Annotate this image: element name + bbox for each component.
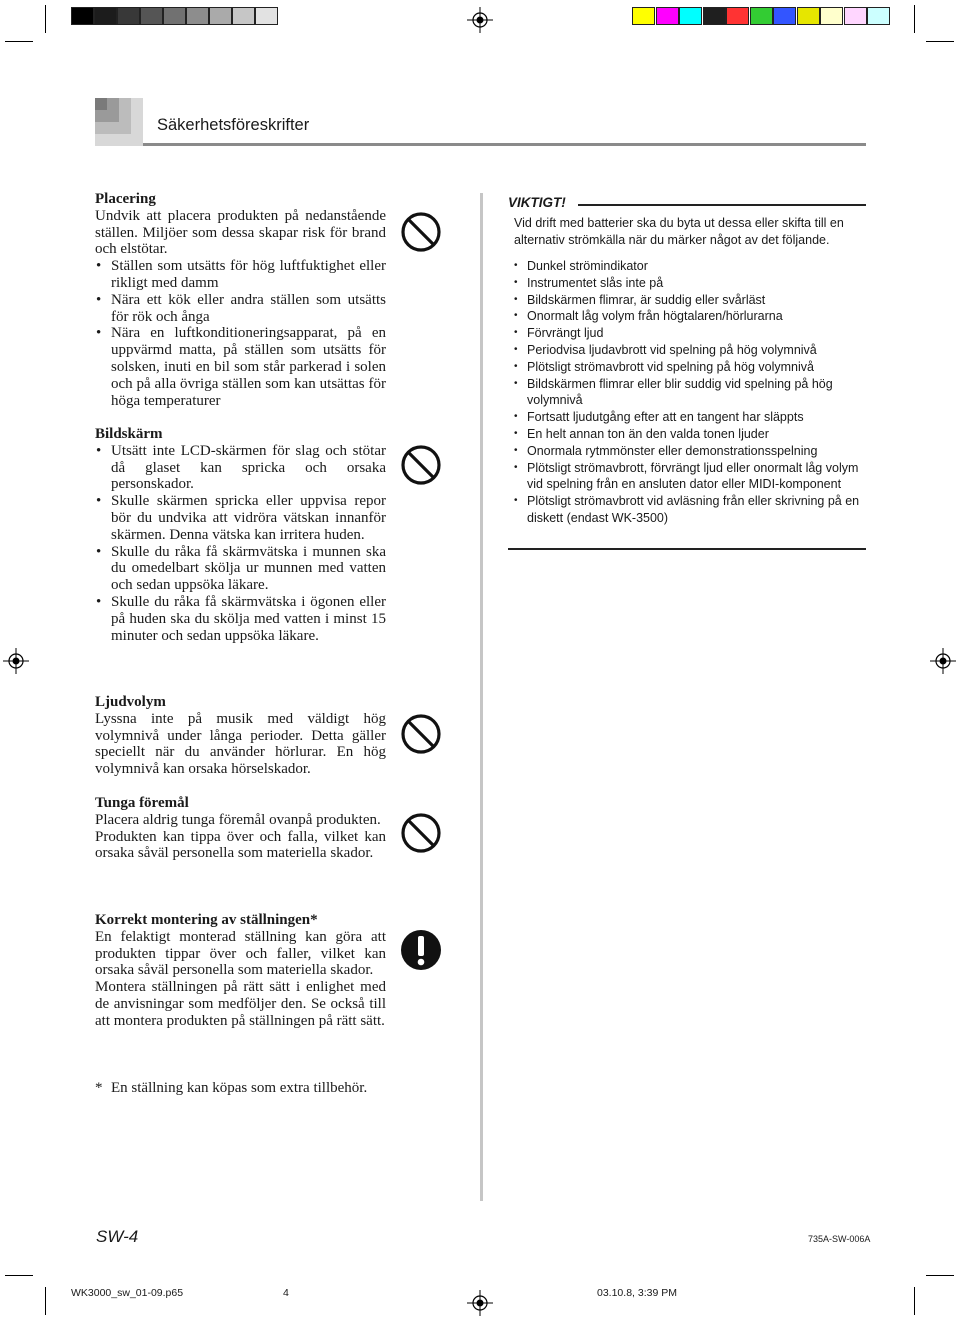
bullet-list bbox=[95, 443, 386, 645]
slug-page: 4 bbox=[283, 1287, 289, 1299]
list-item: • Plötsligt strömavbrott vid avläsning från eller skrivning på en diskett (endast WK-3500) bbox=[514, 493, 864, 527]
prohibited-icon bbox=[400, 713, 442, 755]
slug-filename: WK3000_sw_01-09.p65 bbox=[71, 1287, 184, 1299]
registration-target-icon bbox=[3, 648, 29, 674]
important-list bbox=[514, 258, 864, 527]
exclamation-icon bbox=[400, 929, 442, 971]
gray-swatch bbox=[163, 7, 186, 25]
section-tunga-foremal bbox=[95, 795, 386, 862]
section-bildskarm bbox=[95, 426, 386, 644]
color-swatch bbox=[679, 7, 702, 25]
important-intro: Vid drift med batterier ska du byta ut dessa eller skifta till en alternativ strömkälla när du märker något av det följande. bbox=[514, 216, 844, 247]
section-heading: Ljudvolym bbox=[95, 694, 166, 710]
gray-swatch bbox=[186, 7, 209, 25]
section-heading: Bildskärm bbox=[95, 426, 163, 442]
list-item: • Nära ett kök eller andra ställen som utsätts för rök och ånga bbox=[95, 292, 386, 326]
footnote-marker: * bbox=[95, 1080, 103, 1096]
list-item: • Bildskärmen flimrar, är suddig eller svårläst bbox=[514, 292, 864, 309]
prohibited-icon bbox=[400, 444, 442, 486]
section-text: Montera ställningen på rätt sätt i enlighet med de anvisningar som medföljer den. Se också till att montera produkten på ställningen på rätt sätt. bbox=[95, 979, 386, 1029]
color-swatch bbox=[867, 7, 890, 25]
registration-target-icon bbox=[467, 1290, 493, 1316]
section-text: Lyssna inte på musik med väldigt hög volymnivå under långa perioder. Detta gäller speciellt när du använder hörlurar. En hög volymnivå kan orsaka hörselskador. bbox=[95, 710, 386, 778]
color-swatch bbox=[726, 7, 749, 25]
section-intro: Undvik att placera produkten på nedanstående ställen. Miljöer som dessa skapar risk för brand och elstötar. bbox=[95, 207, 386, 258]
color-swatch bbox=[703, 7, 726, 25]
list-item: • Plötsligt strömavbrott, förvrängt ljud eller onormalt låg volym vid spelning från en ansluten dator eller MIDI-komponent bbox=[514, 460, 864, 494]
color-swatch bbox=[773, 7, 796, 25]
list-item: • Instrumentet slås inte på bbox=[514, 275, 864, 292]
section-text: En felaktigt monterad ställning kan göra att produkten tippar över och faller, vilket kan orsaka såväl personella som materiella skador. bbox=[95, 928, 386, 979]
important-title-rule bbox=[578, 204, 866, 206]
gray-swatch bbox=[94, 7, 117, 25]
list-item: • Onormalt låg volym från högtalaren/hörlurarna bbox=[514, 308, 864, 325]
title-rule bbox=[143, 143, 866, 146]
registration-target-icon bbox=[930, 648, 956, 674]
color-swatch bbox=[656, 7, 679, 25]
footnote-text: En ställning kan köpas som extra tillbehör. bbox=[111, 1080, 368, 1096]
document-code: 735A-SW-006A bbox=[808, 1234, 871, 1244]
color-swatch bbox=[750, 7, 773, 25]
important-bottom-rule bbox=[508, 548, 866, 550]
slug-date: 03.10.8, 3:39 PM bbox=[597, 1287, 677, 1299]
section-text: Placera aldrig tunga föremål ovanpå produkten. bbox=[95, 811, 381, 828]
prohibited-icon bbox=[400, 812, 442, 854]
list-item: • Nära en luftkonditioneringsapparat, på en uppvärmd matta, på ställen som utsätts för solsken, inuti en bil som står parkerad i solen och på alla övriga ställen som kan utsättas för höga temperaturer bbox=[95, 325, 386, 409]
gray-swatch bbox=[140, 7, 163, 25]
section-heading: Placering bbox=[95, 191, 156, 207]
list-item: • Skulle du råka få skärmvätska i ögonen eller på huden ska du skölja med vatten i minst 15 minuter och sedan uppsöka läkare. bbox=[95, 594, 386, 644]
list-item: • Dunkel strömindikator bbox=[514, 258, 864, 275]
gray-swatch bbox=[232, 7, 255, 25]
list-item: • Ställen som utsätts för hög luftfuktighet eller rikligt med damm bbox=[95, 258, 386, 292]
list-item: • Förvrängt ljud bbox=[514, 325, 864, 342]
gray-swatch bbox=[255, 7, 278, 25]
bullet-list bbox=[95, 258, 386, 409]
color-swatch bbox=[797, 7, 820, 25]
color-swatch bbox=[844, 7, 867, 25]
color-swatch bbox=[820, 7, 843, 25]
section-heading: Tunga föremål bbox=[95, 795, 189, 811]
gray-swatch bbox=[117, 7, 140, 25]
list-item: • En helt annan ton än den valda tonen ljuder bbox=[514, 426, 864, 443]
list-item: • Utsätt inte LCD-skärmen för slag och stötar då glaset kan spricka och orsaka personskador. bbox=[95, 443, 386, 493]
list-item: • Skulle skärmen spricka eller uppvisa repor bör du undvika att vidröra vätskan innanför skärmen. Denna vätska kan irritera huden. bbox=[95, 493, 386, 543]
section-montering bbox=[95, 912, 386, 1030]
section-text: Produkten kan tippa över och falla, vilket kan orsaka såväl personella som materiella skador. bbox=[95, 828, 386, 862]
page-title: Säkerhetsföreskrifter bbox=[157, 116, 310, 134]
registration-target-icon bbox=[467, 7, 493, 33]
column-divider bbox=[480, 193, 483, 1201]
list-item: • Onormala rytmmönster eller demonstrationsspelning bbox=[514, 443, 864, 460]
prohibited-icon bbox=[400, 211, 442, 253]
list-item: • Skulle du råka få skärmvätska i munnen ska du omedelbart skölja ur munnen med vatten och sedan uppsöka läkare. bbox=[95, 544, 386, 594]
important-title: VIKTIGT! bbox=[508, 195, 566, 210]
gray-swatch bbox=[71, 7, 94, 25]
section-placering bbox=[95, 191, 386, 409]
footnote bbox=[95, 1080, 386, 1097]
gray-swatch bbox=[209, 7, 232, 25]
color-swatch bbox=[632, 7, 655, 25]
list-item: • Periodvisa ljudavbrott vid spelning på hög volymnivå bbox=[514, 342, 864, 359]
page-number: SW-4 bbox=[96, 1227, 139, 1246]
section-ljudvolym bbox=[95, 694, 386, 778]
list-item: • Bildskärmen flimrar eller blir suddig vid spelning på hög volymnivå bbox=[514, 376, 864, 410]
list-item: • Fortsatt ljudutgång efter att en tangent har släppts bbox=[514, 409, 864, 426]
section-heading: Korrekt montering av ställningen* bbox=[95, 912, 318, 928]
list-item: • Plötsligt strömavbrott vid spelning på hög volymnivå bbox=[514, 359, 864, 376]
